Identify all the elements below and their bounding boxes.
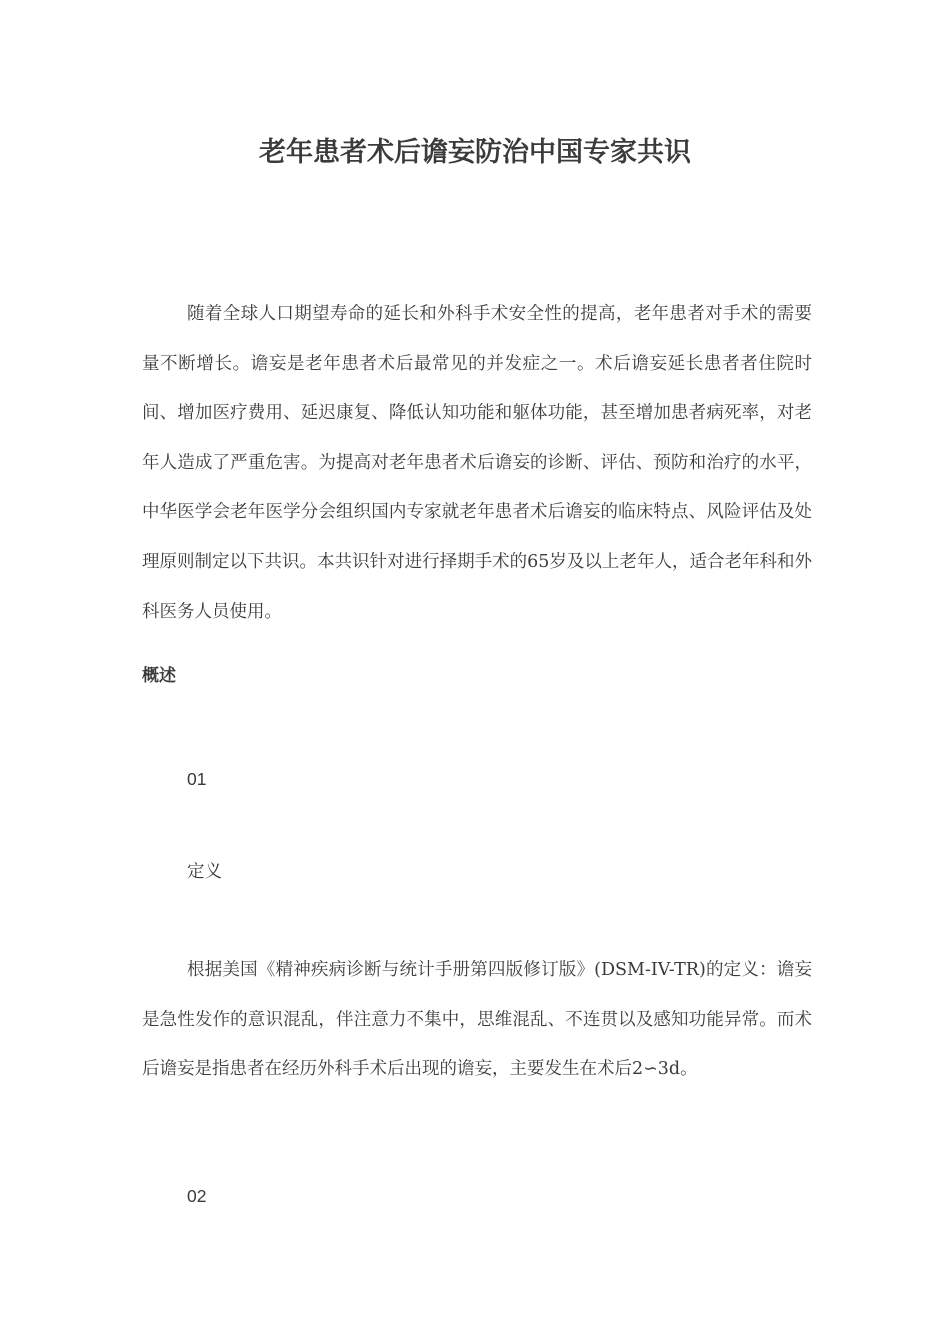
section-number-01: 01 bbox=[187, 769, 207, 789]
section-heading-definition: 定义 bbox=[187, 862, 222, 882]
definition-paragraph: 根据美国《精神疾病诊断与统计手册第四版修订版》(DSM-IV-TR)的定义：谵妄是急性发作的意识混乱，伴注意力不集中，思维混乱、不连贯以及感知功能异常。而术后谵妄是指患者在经历外科手术后出现的谵妄，主要发生在术后2∽3d。 bbox=[142, 960, 812, 1080]
section-number-02: 02 bbox=[187, 1186, 207, 1206]
overview-heading: 概述 bbox=[142, 666, 176, 686]
document-title: 老年患者术后谵妄防治中国专家共识 bbox=[259, 137, 691, 168]
intro-paragraph: 随着全球人口期望寿命的延长和外科手术安全性的提高，老年患者对手术的需要量不断增长。谵妄是老年患者术后最常见的并发症之一。术后谵妄延长患者者住院时间、增加医疗费用、延迟康复、降低认知功能和躯体功能，甚至增加患者病死率，对老年人造成了严重危害。为提高对老年患者术后谵妄的诊断、评估、预防和治疗的水平，中华医学会老年医学分会组织国内专家就老年患者术后谵妄的临床特点、风险评估及处理原则制定以下共识。本共识针对进行择期手术的65岁及以上老年人，适合老年科和外科医务人员使用。 bbox=[142, 304, 812, 622]
